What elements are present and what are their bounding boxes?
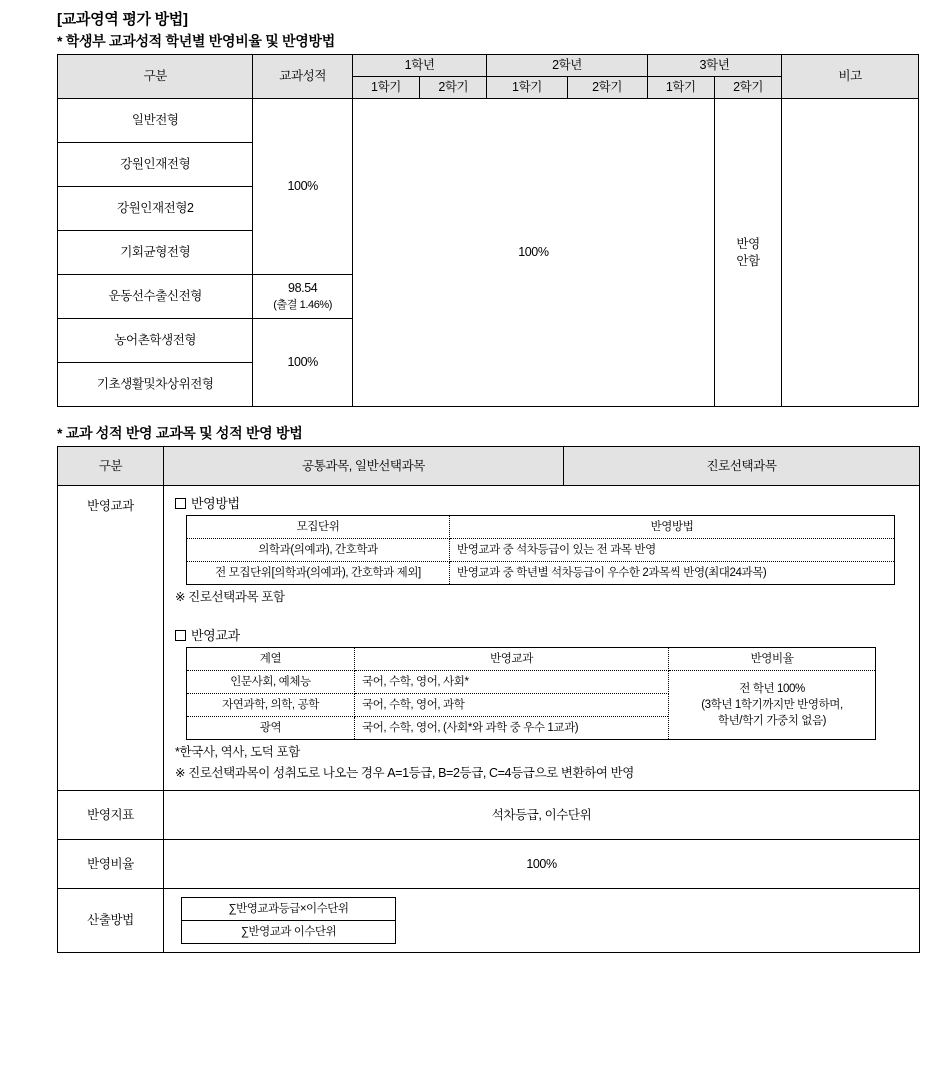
- inner2-row: [187, 671, 876, 694]
- inner1-method-medical: 반영교과 중 석차등급이 있는 전 과목 반영: [450, 539, 895, 562]
- th-bigo: 비고: [782, 55, 919, 99]
- bigo-cell: [782, 99, 919, 407]
- th-gwagaseongjeok: 교과성적: [253, 55, 352, 99]
- th-g2-sem1: 1학기: [487, 77, 567, 99]
- th-g3-sem2: 2학기: [714, 77, 781, 99]
- no-reflect-line-2: 안함: [736, 253, 760, 268]
- th-g2-sem2: 2학기: [567, 77, 647, 99]
- table-row-indicator: [58, 791, 920, 840]
- note-achievement-conversion: ※ 진로선택과목이 성취도로 나오는 경우 A=1등급, B=2등급, C=4등급으로 변환하여 반영: [175, 766, 634, 780]
- rowhead-reflect-subject: 반영교과: [58, 486, 164, 791]
- row-label-ilban: 일반전형: [58, 99, 253, 143]
- subject-reflection-method-table: [57, 446, 920, 953]
- note-career-included: ※ 진로선택과목 포함: [175, 590, 285, 604]
- th-grade-3: 3학년: [647, 55, 782, 77]
- th-grade-2: 2학년: [487, 55, 647, 77]
- inner2-subject-wide: 국어, 수학, 영어, (사회*와 과학 중 우수 1교과): [355, 717, 669, 740]
- inner1-method-all: 반영교과 중 학년별 석차등급이 우수한 2과목씩 반영(최대24과목): [450, 562, 895, 585]
- inner2-track-humanities: 인문사회, 예체능: [187, 671, 355, 694]
- method-inner-table: [186, 515, 895, 585]
- note-history-included: *한국사, 역사, 도덕 포함: [175, 745, 300, 759]
- no-reflect-line-1: 반영: [736, 236, 760, 251]
- th-grade-1: 1학년: [352, 55, 487, 77]
- th2-gubun: 구분: [58, 447, 164, 486]
- row-label-gangwon2: 강원인재전형2: [58, 187, 253, 231]
- checkbox-icon[interactable]: [175, 498, 186, 509]
- th-g1-sem1: 1학기: [352, 77, 419, 99]
- th2-common-subjects: 공통과목, 일반선택과목: [164, 447, 564, 486]
- span-100-cell: 100%: [352, 99, 714, 407]
- table1-header-row-1: [58, 55, 919, 77]
- inner1-row: [187, 562, 895, 585]
- score-cell-group-1: 100%: [253, 99, 352, 275]
- inner2-track-science: 자연과학, 의학, 공학: [187, 694, 355, 717]
- row-label-rural: 농어촌학생전형: [58, 319, 253, 363]
- th-gubun: 구분: [58, 55, 253, 99]
- check-label-subject: 반영교과: [191, 628, 240, 643]
- inner2-subject-science: 국어, 수학, 영어, 과학: [355, 694, 669, 717]
- score-value: 98.54: [288, 280, 318, 295]
- formula-numerator: ∑반영교과등급×이수단위: [182, 898, 395, 921]
- th-g1-sem2: 2학기: [420, 77, 487, 99]
- inner1-th-method: 반영방법: [450, 516, 895, 539]
- row-label-gangwon: 강원인재전형: [58, 143, 253, 187]
- score-note: (출결 1.46%): [273, 298, 333, 311]
- ratio-value: 100%: [164, 840, 920, 889]
- th2-career-subjects: 진로선택과목: [564, 447, 920, 486]
- inner2-th-subject: 반영교과: [355, 648, 669, 671]
- row-label-athlete: 운동선수출신전형: [58, 275, 253, 319]
- subject-inner-table: [186, 647, 876, 740]
- indicator-value: 석차등급, 이수단위: [164, 791, 920, 840]
- inner1-unit-all: 전 모집단위[의학과(의예과), 간호학과 제외]: [187, 562, 450, 585]
- rowhead-ratio: 반영비율: [58, 840, 164, 889]
- inner2-ratio-cell: [669, 671, 876, 740]
- section-1-title: * 학생부 교과성적 학년별 반영비율 및 반영방법: [57, 33, 335, 49]
- spacer: [172, 606, 919, 626]
- ratio-line-1: 전 학년 100%: [739, 683, 805, 695]
- page-title: [교과영역 평가 방법]: [57, 11, 188, 28]
- inner2-track-wide: 광역: [187, 717, 355, 740]
- check-line-subject: [175, 627, 919, 644]
- subject-body-cell: [164, 486, 920, 791]
- inner1-th-unit: 모집단위: [187, 516, 450, 539]
- inner1-unit-medical: 의학과(의예과), 간호학과: [187, 539, 450, 562]
- table-row-subject: [58, 486, 920, 791]
- table-row-ratio: [58, 840, 920, 889]
- rowhead-calc: 산출방법: [58, 889, 164, 953]
- section-2-title: * 교과 성적 반영 교과목 및 성적 반영 방법: [57, 425, 303, 441]
- table2-header-row: [58, 447, 920, 486]
- ratio-line-2: (3학년 1학기까지만 반영하며,: [701, 699, 843, 711]
- inner1-row: [187, 539, 895, 562]
- row-label-gihoe: 기회균형전형: [58, 231, 253, 275]
- row-label-basic-living: 기초생활및차상위전형: [58, 363, 253, 407]
- th-g3-sem1: 1학기: [647, 77, 714, 99]
- table-row: [58, 99, 919, 143]
- score-cell-group-2: 100%: [253, 319, 352, 407]
- inner1-header-row: [187, 516, 895, 539]
- checkbox-icon[interactable]: [175, 630, 186, 641]
- table-row-calc: [58, 889, 920, 953]
- calc-body-cell: [164, 889, 920, 953]
- check-line-method: [175, 495, 919, 512]
- no-reflect-cell: [714, 99, 781, 407]
- inner2-header-row: [187, 648, 876, 671]
- check-label-method: 반영방법: [191, 496, 240, 511]
- inner2-th-ratio: 반영비율: [669, 648, 876, 671]
- inner2-th-track: 계열: [187, 648, 355, 671]
- inner2-subject-humanities: 국어, 수학, 영어, 사회*: [355, 671, 669, 694]
- grade-reflection-ratio-table: [57, 54, 919, 407]
- calc-formula: [181, 897, 396, 944]
- score-cell-athlete: [253, 275, 352, 319]
- formula-denominator: ∑반영교과 이수단위: [240, 926, 337, 938]
- rowhead-indicator: 반영지표: [58, 791, 164, 840]
- ratio-line-3: 학년/학기 가중치 없음): [717, 715, 827, 727]
